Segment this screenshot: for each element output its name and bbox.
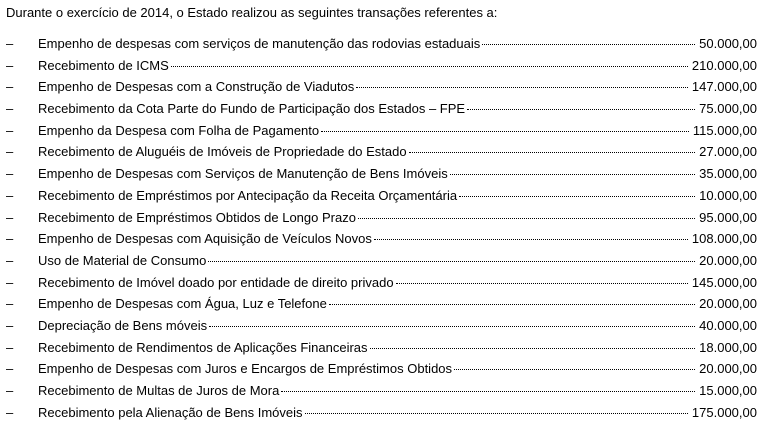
list-bullet: – [6,383,14,398]
list-item [6,360,757,382]
list-item [6,295,757,317]
dot-leader [171,66,688,67]
item-value: 95.000,00 [699,209,757,225]
list-item [6,187,757,209]
item-value: 147.000,00 [691,79,757,95]
item-label: Recebimento de ICMS [38,57,169,73]
item-label: Empenho de Despesas com Aquisição de Veículos Novos [38,231,372,247]
list-bullet: – [6,296,14,312]
list-item [6,339,757,361]
item-label: Recebimento de Aluguéis de Imóveis de Propriedade do Estado [38,144,407,160]
item-value: 10.000,00 [699,187,757,203]
list-item [6,317,757,339]
item-value: 20.000,00 [699,296,757,312]
dot-leader [467,109,695,110]
item-value: 50.000,00 [699,36,757,51]
item-label: Empenho da Despesa com Folha de Pagamento [38,122,320,138]
list-bullet: – [6,144,14,160]
list-item [6,122,757,144]
item-label: Recebimento pela Alienação de Bens Imóveis [38,404,303,420]
dot-leader [450,174,695,175]
list-item [6,230,757,252]
item-label: Recebimento de Rendimentos de Aplicações Financeiras [38,339,368,355]
item-value: 175.000,00 [691,404,757,420]
dot-leader [454,369,695,370]
dot-leader [209,326,695,327]
list-bullet: – [6,79,14,95]
item-value: 108.000,00 [691,231,757,247]
list-item [6,57,757,79]
list-bullet: – [6,209,14,225]
item-label: Recebimento de Imóvel doado por entidade de direito privado [38,274,394,290]
item-value: 18.000,00 [699,339,757,355]
dot-leader [329,304,695,305]
item-label: Empenho de Despesas com Água, Luz e Telefone [38,296,327,312]
item-label: Empenho de Despesas com a Construção de Viadutos [38,79,355,95]
list-item [6,165,757,187]
list-item [6,404,757,425]
item-value: 115.000,00 [692,122,757,138]
dot-leader [208,261,695,262]
list-bullet: – [6,252,14,268]
dot-leader [396,283,688,284]
list-bullet: – [6,274,14,290]
item-label: Recebimento da Cota Parte do Fundo de Participação dos Estados – FPE [38,101,466,117]
list-bullet: – [6,36,14,51]
dot-leader [356,87,688,88]
item-label: Empenho de Despesas com Serviços de Manutenção de Bens Imóveis [38,166,448,182]
intro-text: Durante o exercício de 2014, o Estado realizou as seguintes transações referentes a: [6,5,498,20]
item-value: 35.000,00 [699,166,757,182]
dot-leader [409,152,696,153]
item-label: Recebimento de Empréstimos Obtidos de Longo Prazo [38,209,356,225]
list-item [6,252,757,274]
list-bullet: – [6,101,14,117]
dot-leader [459,196,695,197]
list-item [6,35,757,57]
transaction-list [6,35,757,425]
list-bullet: – [6,122,14,138]
list-item [6,100,757,122]
list-bullet: – [6,57,14,73]
item-label: Recebimento de Multas de Juros de Mora [38,383,280,398]
list-bullet: – [6,317,14,333]
list-item [6,274,757,296]
dot-leader [281,391,695,392]
dot-leader [370,348,696,349]
list-item [6,209,757,231]
item-label: Depreciação de Bens móveis [38,317,208,333]
item-value: 210.000,00 [691,57,757,73]
item-value: 15.000,00 [699,383,757,398]
list-bullet: – [6,339,14,355]
list-item [6,143,757,165]
item-value: 20.000,00 [699,252,757,268]
item-value: 145.000,00 [691,274,757,290]
list-bullet: – [6,361,14,377]
dot-leader [374,239,688,240]
dot-leader [482,44,695,45]
list-item [6,78,757,100]
item-label: Empenho de despesas com serviços de manutenção das rodovias estaduais [38,36,481,51]
list-bullet: – [6,166,14,182]
dot-leader [321,131,689,132]
item-value: 75.000,00 [699,101,757,117]
item-label: Empenho de Despesas com Juros e Encargos de Empréstimos Obtidos [38,361,453,377]
dot-leader [358,218,695,219]
list-bullet: – [6,231,14,247]
list-bullet: – [6,404,14,420]
item-label: Uso de Material de Consumo [38,252,207,268]
item-value: 27.000,00 [699,144,757,160]
list-item [6,382,757,404]
item-value: 20.000,00 [699,361,757,377]
list-bullet: – [6,187,14,203]
item-label: Recebimento de Empréstimos por Antecipação da Receita Orçamentária [38,187,458,203]
item-value: 40.000,00 [699,317,757,333]
dot-leader [305,413,688,414]
